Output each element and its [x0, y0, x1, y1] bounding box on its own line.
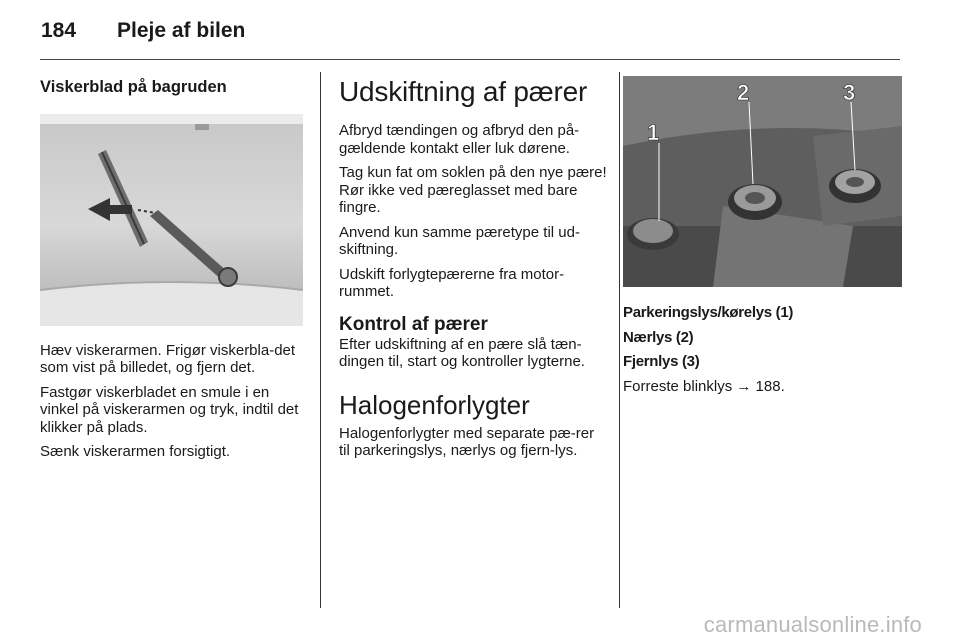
left-column: [40, 76, 306, 468]
right-column: [623, 76, 903, 402]
column-divider-right: [619, 72, 620, 608]
halogen-heading: Halogenforlygter: [339, 389, 530, 420]
bulb-check-text: Efter udskiftning af en pære slå tæn-dingen til, start og kontroller lygterne.: [339, 335, 585, 370]
front-turn-signal-text: Forreste blinklys: [623, 377, 733, 395]
bulb-paragraph-3: Anvend kun samme pæretype til ud-skiftning.: [339, 223, 580, 258]
page-reference-arrow-icon: →: [736, 377, 752, 395]
photo-label-2: 2: [737, 80, 750, 105]
bulb-check-heading: Kontrol af pærer: [339, 313, 488, 335]
rear-wiper-heading: Viskerblad på bagruden: [40, 78, 227, 96]
headlight-bulbs-photo: [623, 76, 902, 287]
front-turn-signal-page-link[interactable]: 188.: [755, 377, 785, 395]
bulb-paragraph-2: Tag kun fat om soklen på den nye pære! Rør ikke ved pæreglasset med bare fingre.: [339, 164, 607, 216]
header-rule: [40, 59, 900, 60]
bulb-paragraph-4: Udskift forlygtepærerne fra motor-rummet.: [339, 265, 565, 300]
bulb-replacement-heading: Udskiftning af pærer: [339, 76, 588, 107]
middle-column: [339, 76, 607, 467]
caption-high-beam: Fjernlys (3): [623, 353, 700, 370]
bulb-paragraph-1: Afbryd tændingen og afbryd den på-gældende kontakt eller luk dørene.: [339, 122, 580, 157]
watermark: carmanualsonline.info: [703, 612, 922, 637]
caption-low-beam: Nærlys (2): [623, 328, 694, 346]
wiper-paragraph-2: Fastgør viskerbladet en smule i en vinkel på viskerarmen og tryk, indtil det klikker på plads.: [40, 383, 299, 436]
halogen-text: Halogenforlygter med separate pæ-rer til parkeringslys, nærlys og fjern-lys.: [339, 424, 595, 459]
photo-label-3: 3: [843, 80, 856, 105]
front-turn-signal-reference: [623, 378, 903, 396]
wiper-paragraph-1: Hæv viskerarmen. Frigør viskerbla-det som vist på billedet, og fjern det.: [40, 341, 296, 376]
photo-label-1: 1: [647, 120, 660, 145]
page-number: 184: [41, 19, 77, 42]
column-divider-left: [320, 72, 321, 608]
rear-wiper-photo: [40, 114, 303, 326]
wiper-paragraph-3: Sænk viskerarmen forsigtigt.: [40, 443, 231, 460]
page-header-title: Pleje af bilen: [117, 19, 246, 42]
caption-parking-light: Parkeringslys/kørelys (1): [623, 304, 794, 321]
